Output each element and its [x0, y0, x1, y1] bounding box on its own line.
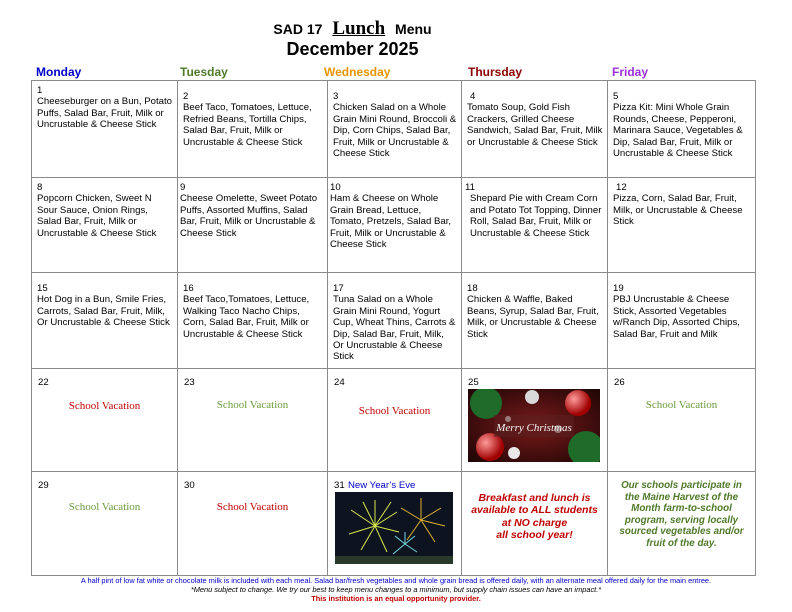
menu-calendar — [31, 80, 756, 576]
day-number: 29 — [38, 480, 49, 491]
menu-text: Cheeseburger on a Bun, Potato Puffs, Salad Bar, Fruit, Milk or Uncrustable & Cheese Stick — [37, 96, 172, 131]
menu-text: Beef Taco,Tomatoes, Lettuce, Walking Taco Nacho Chips, Corn, Salad Bar, Fruit, Milk or Uncrustable & Cheese Stick — [183, 294, 310, 340]
day-number: 17 — [333, 283, 344, 294]
menu-text: Beef Taco, Tomatoes, Lettuce, Refried Beans, Tortilla Chips, Salad Bar, Fruit, Milk or Uncrustable & Cheese Stick — [183, 102, 312, 148]
day-number: 3 — [333, 91, 339, 102]
vacation-label: School Vacation — [68, 501, 141, 513]
menu-text: Hot Dog in a Bun, Smile Fries, Carrots, Salad Bar, Fruit, Milk, Or Uncrustable & Cheese Stick — [37, 294, 170, 329]
new-years-eve-label: New Year’s Eve — [348, 480, 416, 491]
day-cell — [32, 273, 178, 369]
christmas-ornaments-icon — [468, 389, 600, 462]
free-meals-notice — [462, 472, 607, 541]
menu-text: Chicken Salad on a Whole Grain Mini Round, Broccoli & Dip, Corn Chips, Salad Bar, Fruit, Milk or Uncrustable & Cheese Stick — [333, 102, 457, 160]
day-number: 4 — [470, 91, 476, 102]
week-row — [32, 81, 756, 178]
day-cell — [328, 81, 462, 178]
day-header-wednesday: Wednesday — [324, 65, 391, 79]
day-cell — [608, 273, 756, 369]
day-number: 19 — [613, 283, 624, 294]
day-number: 8 — [37, 182, 43, 193]
vacation-label: School Vacation — [645, 399, 718, 411]
day-cell — [462, 472, 608, 576]
day-cell — [32, 178, 178, 273]
fireworks-image — [335, 492, 453, 564]
district-name: SAD 17 — [273, 21, 323, 37]
month-title: December 2025 — [286, 39, 419, 59]
vacation-label: School Vacation — [358, 405, 431, 417]
vacation-label: School Vacation — [216, 399, 289, 411]
week-row — [32, 472, 756, 576]
day-cell — [178, 472, 328, 576]
day-cell — [608, 178, 756, 273]
day-cell — [608, 81, 756, 178]
lunch-word: Lunch — [332, 18, 386, 39]
footer-milk-note: A half pint of low fat white or chocolate milk is included with each meal. Salad bar/fresh vegetables and whole grain bread is offered daily, with an alternate meal offered daily for the main entree. — [80, 576, 712, 585]
harvest-of-the-month-notice: Our schools participate in the Maine Harvest of the Month farm-to-school program, serving locally sourced vegetables and/or fruit of the day. — [619, 480, 744, 549]
day-cell — [462, 369, 608, 472]
day-number: 11 — [465, 182, 475, 193]
menu-text: Popcorn Chicken, Sweet N Sour Sauce, Onion Rings, Salad Bar, Fruit, Milk or Uncrustable & Cheese Stick — [37, 193, 157, 239]
day-number: 12 — [616, 182, 627, 193]
menu-text: Tuna Salad on a Whole Grain Mini Round, Yogurt Cup, Wheat Thins, Carrots & Dip, Salad Bar, Fruit, Milk, Or Uncrustable & Cheese Stick — [333, 294, 456, 363]
vacation-label: School Vacation — [216, 501, 289, 513]
day-number: 9 — [180, 182, 186, 193]
day-cell — [32, 369, 178, 472]
day-number: 16 — [183, 283, 194, 294]
fireworks-icon — [335, 492, 453, 564]
day-cell — [32, 472, 178, 576]
menu-text: Chicken & Waffle, Baked Beans, Syrup, Salad Bar, Fruit, Milk, or Uncrustable & Cheese Stick — [467, 294, 599, 340]
day-cell — [178, 178, 328, 273]
christmas-image — [468, 389, 600, 462]
day-cell — [608, 472, 756, 576]
day-number: 5 — [613, 91, 619, 102]
day-number: 24 — [334, 377, 345, 388]
week-row — [32, 178, 756, 273]
free-meals-line: available to ALL students — [471, 504, 598, 517]
menu-text: PBJ Uncrustable & Cheese Stick, Assorted Vegetables w/Ranch Dip, Assorted Chips, Salad Bar, Fruit and Milk — [613, 294, 740, 340]
menu-text: Shepard Pie with Cream Corn and Potato Tot Topping, Dinner Roll, Salad Bar, Fruit, Milk or Uncrustable & Cheese Stick — [470, 193, 602, 239]
day-cell — [608, 369, 756, 472]
day-number: 10 — [330, 182, 341, 193]
day-header-monday: Monday — [36, 65, 82, 79]
day-number: 15 — [37, 283, 48, 294]
day-cell — [32, 81, 178, 178]
week-row — [32, 273, 756, 369]
week-row — [32, 369, 756, 472]
menu-text: Cheese Omelette, Sweet Potato Puffs, Assorted Muffins, Salad Bar, Fruit, Milk or Uncrustable & Cheese Stick — [180, 193, 318, 239]
footer-menu-change-note: *Menu subject to change. We try our best to keep menu changes to a minimum, but supply chain issues can have an impact.* — [190, 585, 602, 594]
day-cell — [328, 472, 462, 576]
day-number: 18 — [467, 283, 478, 294]
menu-word: Menu — [395, 21, 432, 37]
menu-text: Tomato Soup, Gold Fish Crackers, Grilled Cheese Sandwich, Salad Bar, Fruit, Milk or Uncrustable & Cheese Stick — [467, 102, 603, 148]
day-header-friday: Friday — [612, 65, 649, 79]
day-cell — [178, 273, 328, 369]
menu-title-line — [0, 18, 705, 40]
day-cell — [178, 81, 328, 178]
day-number: 30 — [184, 480, 195, 491]
day-number: 23 — [184, 377, 195, 388]
vacation-label: School Vacation — [68, 400, 141, 412]
menu-text: Pizza, Corn, Salad Bar, Fruit, Milk, or Uncrustable & Cheese Stick — [613, 193, 743, 228]
menu-text: Ham & Cheese on Whole Grain Bread, Lettuce, Tomato, Pretzels, Salad Bar, Fruit, Milk or Uncrustable & Cheese Stick — [330, 193, 452, 251]
day-cell — [462, 81, 608, 178]
merry-christmas-text: Merry Christmas — [496, 422, 572, 434]
day-cell — [178, 369, 328, 472]
free-meals-line: all school year! — [496, 528, 573, 541]
day-header-thursday: Thursday — [468, 65, 523, 79]
day-cell — [328, 369, 462, 472]
menu-text: Pizza Kit: Mini Whole Grain Rounds, Cheese, Pepperoni, Marinara Sauce, Vegetables & Dip, Salad Bar, Fruit, Milk or Uncrustable & Cheese Stick — [613, 102, 743, 160]
free-meals-line: Breakfast and lunch is — [478, 492, 591, 504]
day-number: 2 — [183, 91, 189, 102]
day-number: 26 — [614, 377, 625, 388]
day-number: 1 — [37, 85, 43, 96]
day-cell — [462, 178, 608, 273]
day-number: 25 — [468, 377, 479, 388]
day-header-tuesday: Tuesday — [180, 65, 228, 79]
free-meals-line: at NO charge — [501, 516, 568, 529]
day-number: 22 — [38, 377, 49, 388]
day-cell — [328, 273, 462, 369]
footer-equal-opportunity: This institution is an equal opportunity provider. — [311, 594, 481, 603]
day-cell — [462, 273, 608, 369]
day-number: 31 — [334, 480, 345, 491]
day-cell — [328, 178, 462, 273]
